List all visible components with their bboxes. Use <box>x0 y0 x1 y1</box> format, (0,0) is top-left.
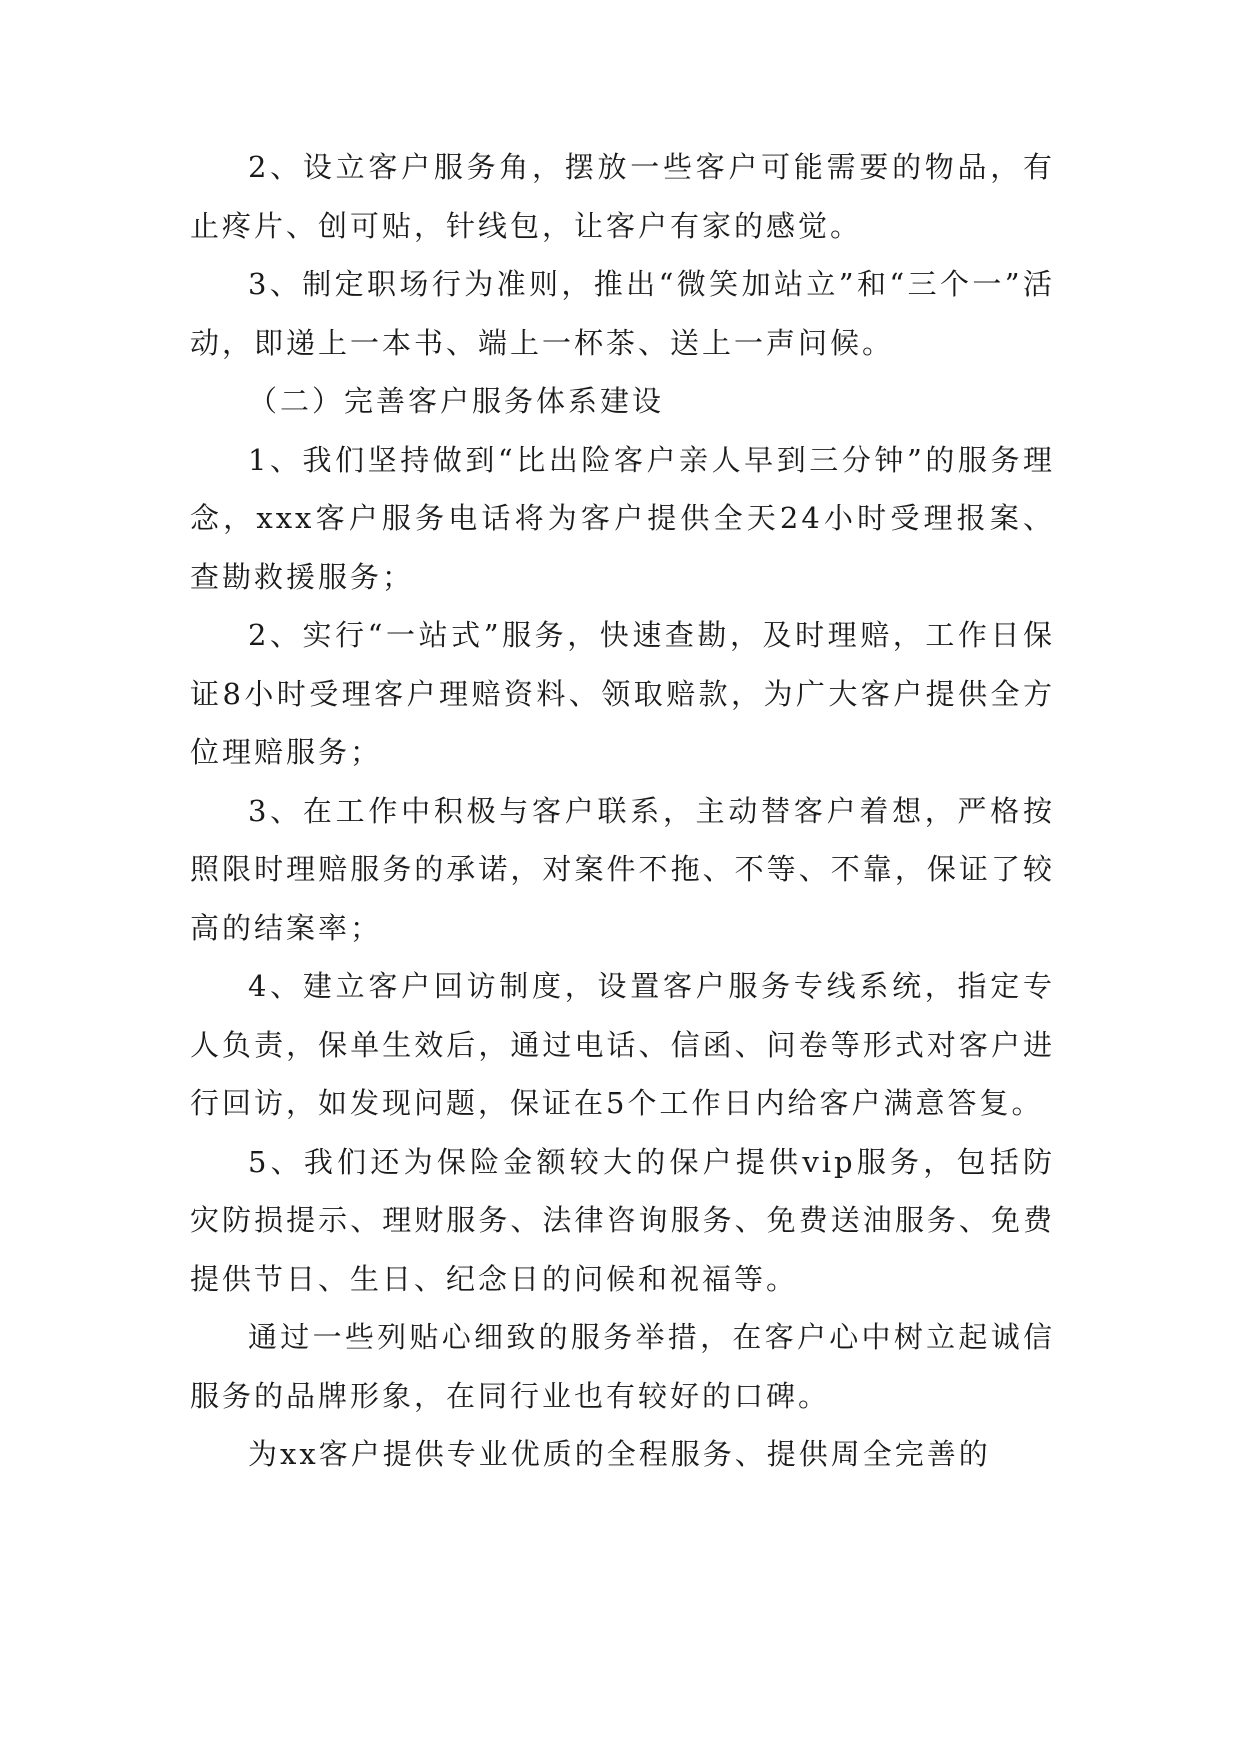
paragraph-service-corner: 2、设立客户服务角，摆放一些客户可能需要的物品，有止疼片、创可贴，针线包，让客户有家的感觉。 <box>190 150 1055 243</box>
paragraph-active-contact: 3、在工作中积极与客户联系，主动替客户着想，严格按照限时理赔服务的承诺，对案件不拖、不等、不靠，保证了较高的结案率； <box>190 793 1055 945</box>
paragraph-brand-image: 通过一些列贴心细致的服务举措，在客户心中树立起诚信服务的品牌形象，在同行业也有较好的口碑。 <box>190 1320 1055 1413</box>
section-heading: （二）完善客户服务体系建设 <box>248 384 665 418</box>
paragraph-service-concept: 1、我们坚持做到“比出险客户亲人早到三分钟”的服务理念，xxx客户服务电话将为客户提供全天24小时受理报案、查勘救援服务； <box>190 442 1055 594</box>
paragraph-one-stop-service: 2、实行“一站式”服务，快速查勘，及时理赔，工作日保证8小时受理客户理赔资料、领取赔款，为广大客户提供全方位理赔服务； <box>190 618 1055 769</box>
document-page <box>190 138 1055 1484</box>
paragraph-full-service: 为xx客户提供专业优质的全程服务、提供周全完善的 <box>248 1437 991 1471</box>
paragraph-conduct-rules: 3、制定职场行为准则，推出“微笑加站立”和“三个一”活动，即递上一本书、端上一杯茶、送上一声问候。 <box>190 267 1055 360</box>
paragraph-callback-system: 4、建立客户回访制度，设置客户服务专线系统，指定专人负责，保单生效后，通过电话、信函、问卷等形式对客户进行回访，如发现问题，保证在5个工作日内给客户满意答复。 <box>190 969 1055 1120</box>
paragraph-vip-service: 5、我们还为保险金额较大的保户提供vip服务，包括防灾防损提示、理财服务、法律咨询服务、免费送油服务、免费提供节日、生日、纪念日的问候和祝福等。 <box>190 1144 1055 1296</box>
